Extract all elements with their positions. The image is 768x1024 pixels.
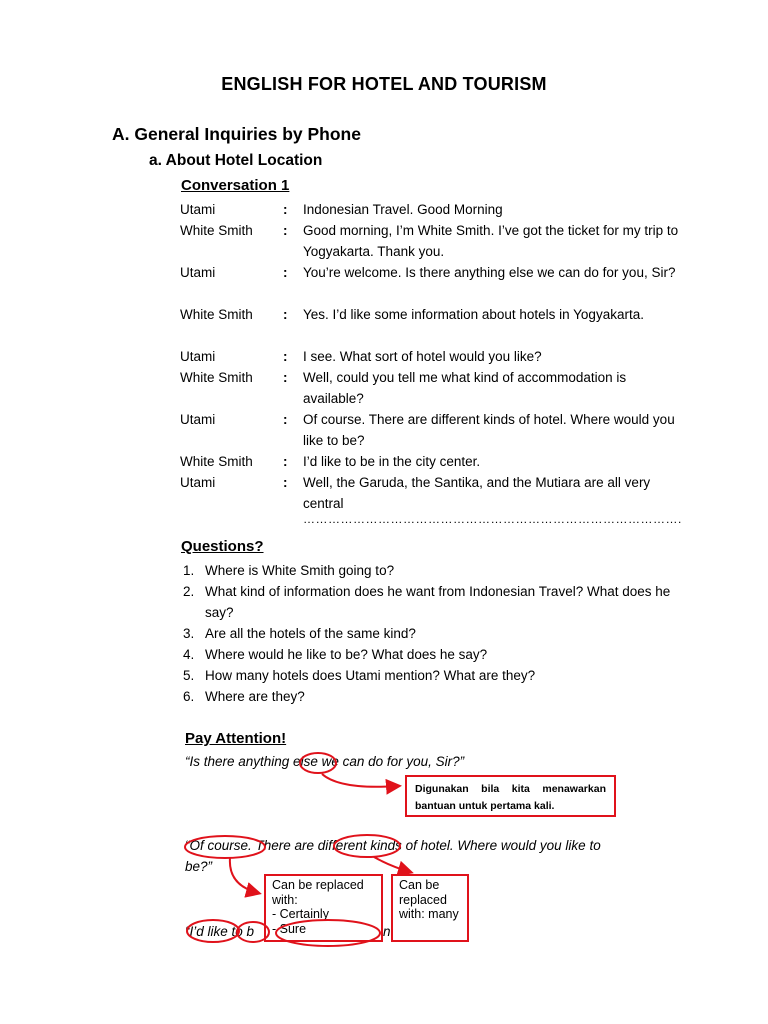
continuation-dots: ………………………………………………………………………………. (303, 512, 682, 526)
speaker-colon: : (283, 223, 288, 238)
question-text: Are all the hotels of the same kind? (205, 626, 416, 641)
speaker-name: Utami (180, 265, 216, 280)
utterance-text: Well, could you tell me what kind of accommodation is available? (303, 370, 627, 406)
speaker-name: Utami (180, 412, 216, 427)
utterance-text: Yes. I’d like some information about hotels in Yogyakarta. (303, 307, 644, 322)
speaker-colon: : (283, 265, 288, 280)
utterance-text: Indonesian Travel. Good Morning (303, 202, 503, 217)
question-number: 1. (183, 563, 195, 578)
question-text: What kind of information does he want from Indonesian Travel? What does he say? (205, 584, 671, 620)
speaker-colon: : (283, 202, 288, 217)
utterance-text: I see. What sort of hotel would you like? (303, 349, 542, 364)
page-title: ENGLISH FOR HOTEL AND TOURISM (221, 74, 547, 94)
example-sentence-of-course-line1: “Of course. There are different kinds of hotel. Where would you like to (185, 838, 601, 853)
speaker-colon: : (283, 307, 288, 322)
question-text: Where would he like to be? What does he say? (205, 647, 488, 662)
speaker-colon: : (283, 412, 288, 427)
question-text: Where is White Smith going to? (205, 563, 395, 578)
arrow-of-course-to-box (230, 858, 258, 893)
speaker-name: Utami (180, 475, 216, 490)
speaker-colon: : (283, 370, 288, 385)
speaker-name: White Smith (180, 307, 253, 322)
utterance-text: Good morning, I’m White Smith. I’ve got the ticket for my trip to Yogyakarta. Thank you. (303, 223, 679, 259)
note-box-different: Can be replaced with: many (391, 874, 469, 942)
question-number: 6. (183, 689, 195, 704)
question-number: 3. (183, 626, 195, 641)
example-sentence-id-like-tail: n (383, 924, 391, 939)
note-box-of-course: Can be replaced with: - Certainly - Sure (264, 874, 383, 942)
utterance-text: Of course. There are different kinds of hotel. Where would you like to be? (303, 412, 675, 448)
question-text: How many hotels does Utami mention? What are they? (205, 668, 536, 683)
conversation-heading: Conversation 1 (181, 177, 290, 194)
speaker-name: White Smith (180, 223, 253, 238)
section-heading: A. General Inquiries by Phone (112, 124, 361, 144)
speaker-name: White Smith (180, 370, 253, 385)
note-box-else: Digunakan bila kita menawarkan bantuan untuk pertama kali. (405, 775, 616, 817)
arrow-else-to-note (322, 774, 398, 787)
speaker-colon: : (283, 349, 288, 364)
question-number: 5. (183, 668, 195, 683)
questions-heading: Questions? (181, 538, 264, 555)
example-sentence-id-like: “I’d like to b (185, 924, 255, 939)
speaker-colon: : (283, 475, 288, 490)
arrow-different-to-box (374, 857, 410, 872)
question-number: 2. (183, 584, 195, 599)
speaker-name: Utami (180, 202, 216, 217)
utterance-text: You’re welcome. Is there anything else we can do for you, Sir? (303, 265, 676, 280)
question-number: 4. (183, 647, 195, 662)
question-text: Where are they? (205, 689, 305, 704)
example-sentence-of-course-line2: be?” (185, 859, 213, 874)
subsection-heading: a. About Hotel Location (149, 152, 323, 169)
speaker-name: White Smith (180, 454, 253, 469)
utterance-text: Well, the Garuda, the Santika, and the Mutiara are all very central (303, 475, 651, 511)
utterance-text: I’d like to be in the city center. (303, 454, 481, 469)
speaker-colon: : (283, 454, 288, 469)
speaker-name: Utami (180, 349, 216, 364)
pay-attention-heading: Pay Attention! (185, 730, 287, 747)
example-sentence-else: “Is there anything else we can do for you, Sir?” (185, 754, 465, 769)
